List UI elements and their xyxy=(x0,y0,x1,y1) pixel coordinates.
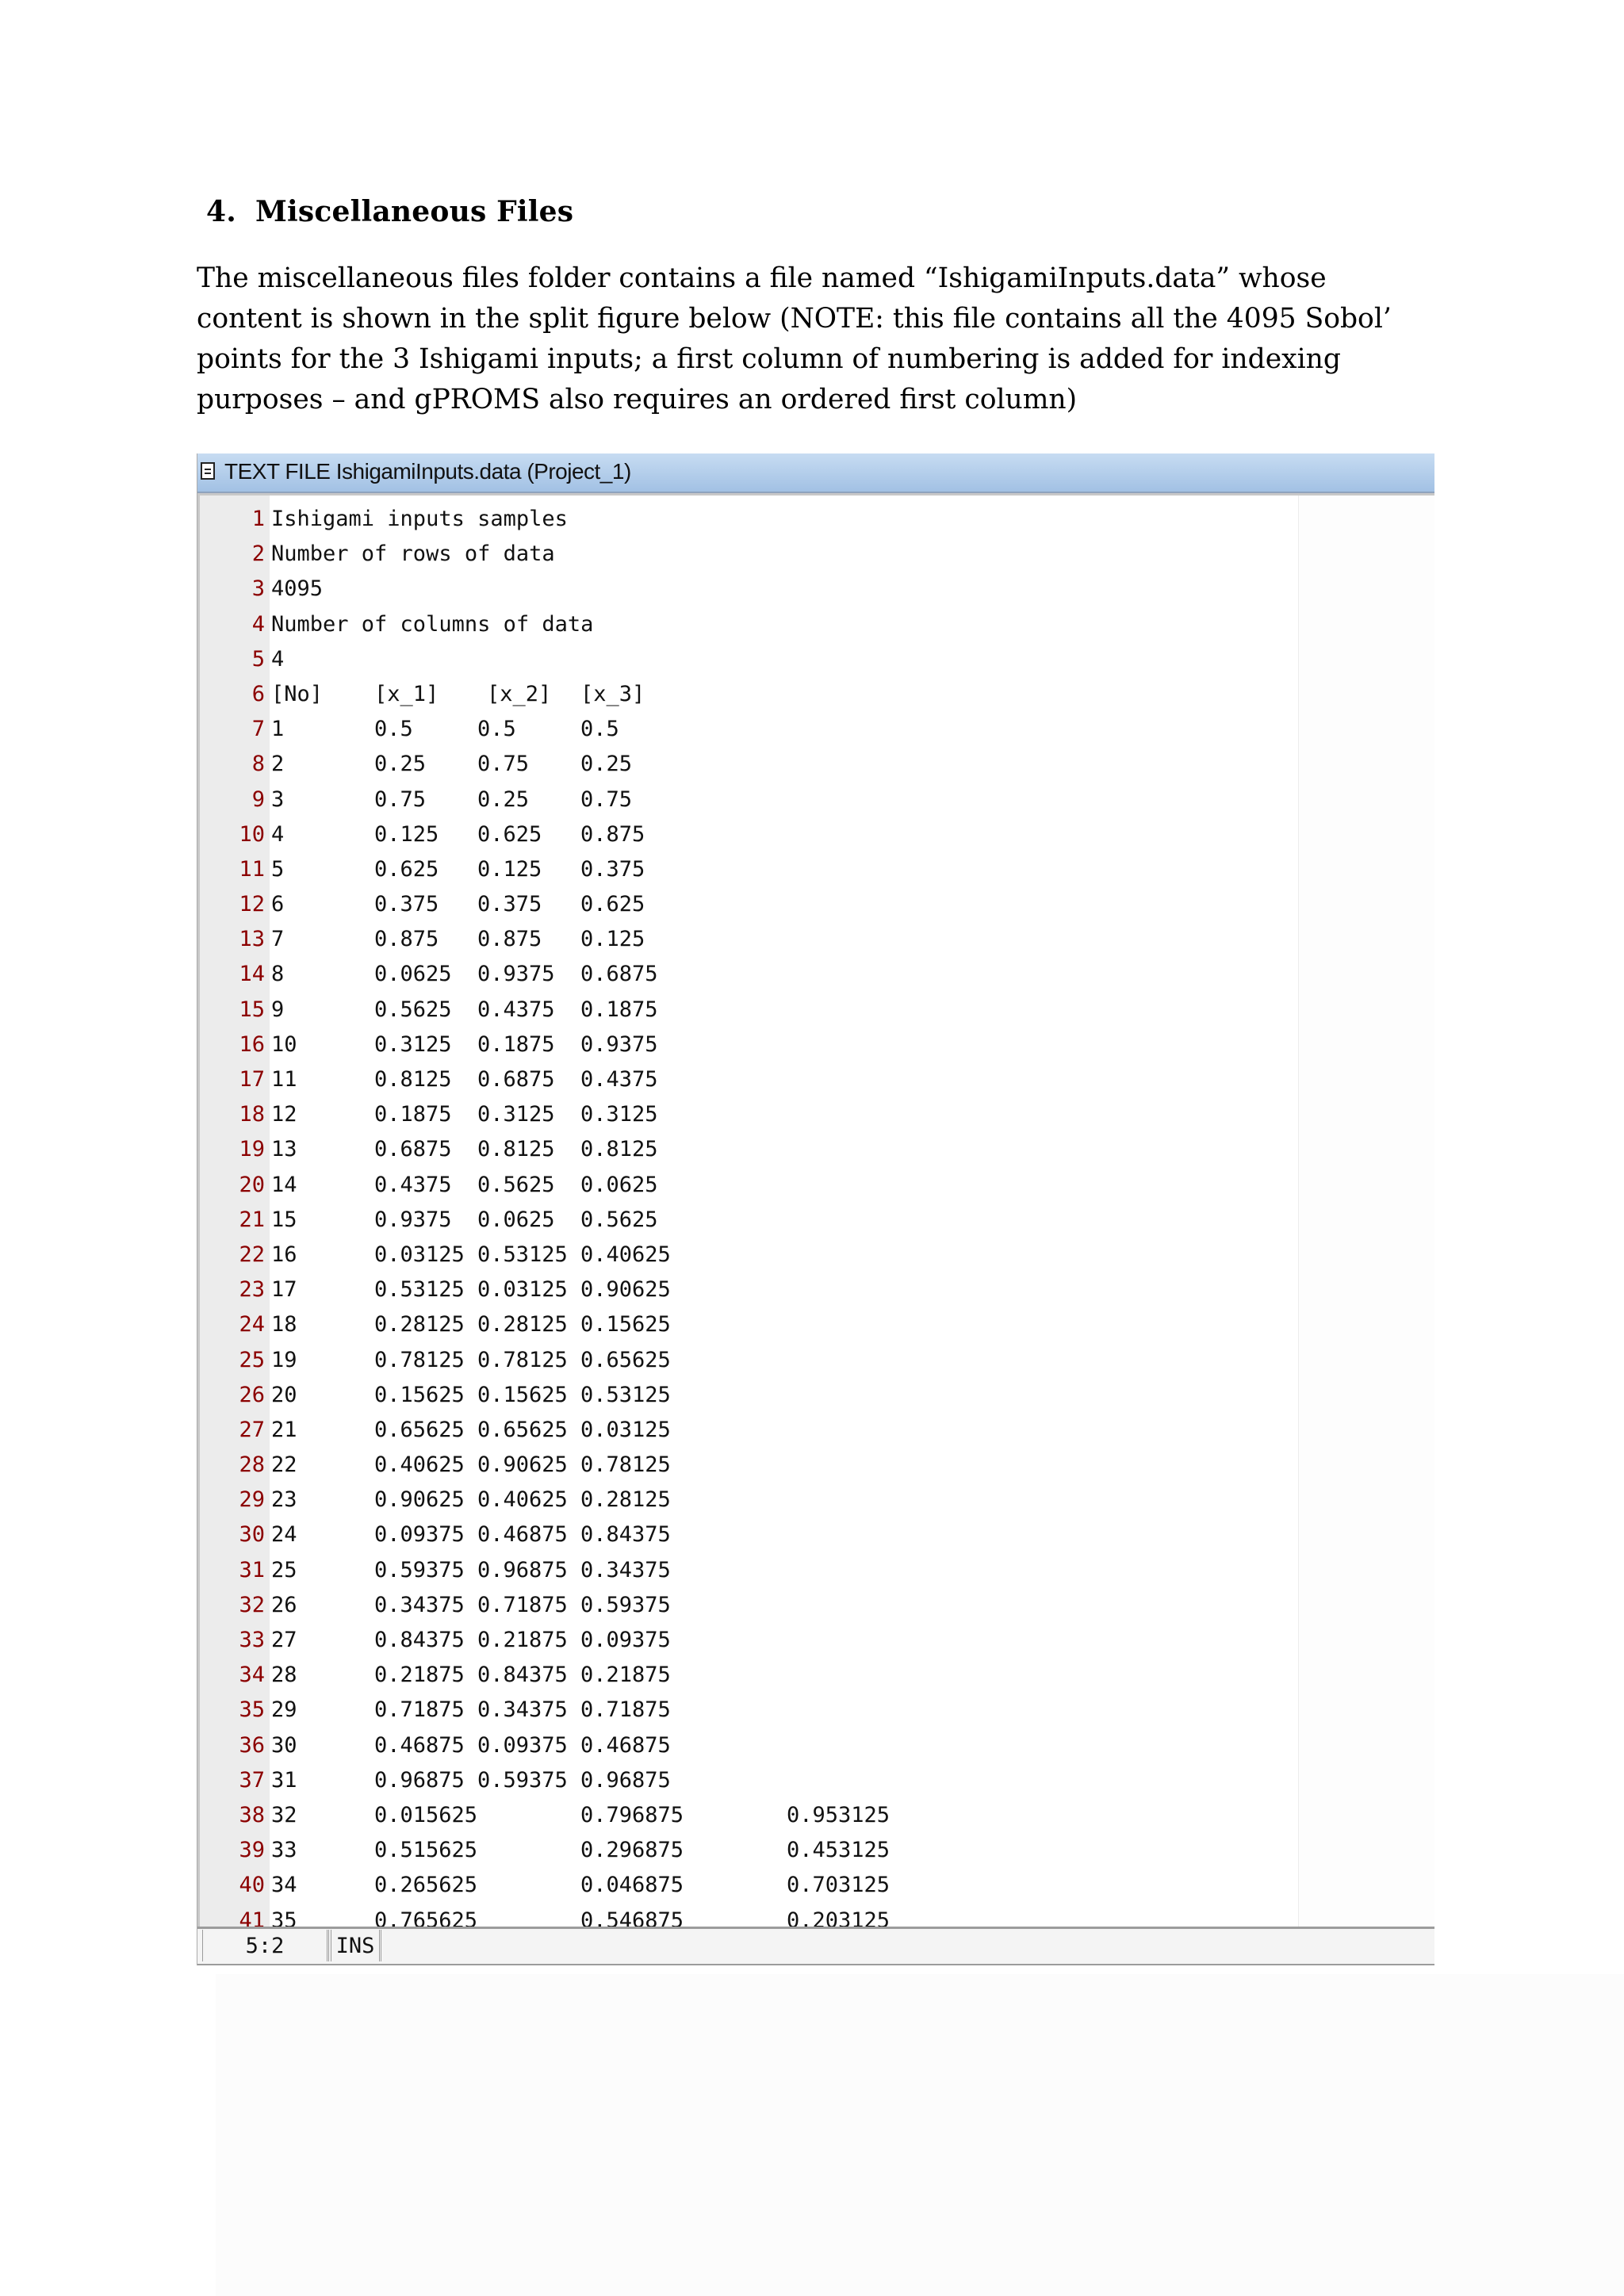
sample-value: 0.0625 xyxy=(477,1207,555,1232)
sample-value: 0.9375 xyxy=(580,1031,658,1057)
sample-value: 0.4375 xyxy=(477,997,555,1022)
sample-value: 0.96875 xyxy=(580,1767,671,1793)
sample-value: 0.125 xyxy=(477,856,542,882)
row-index: 20 xyxy=(271,1382,297,1407)
sample-value: 0.65625 xyxy=(374,1417,465,1442)
sample-value: 0.28125 xyxy=(580,1487,671,1513)
sample-value: 0.28125 xyxy=(374,1312,465,1337)
line-number: 28 xyxy=(239,1452,265,1478)
sample-value: 0.765625 xyxy=(374,1908,478,1927)
sample-value: 0.84375 xyxy=(580,1522,671,1548)
sample-value: 0.5 xyxy=(580,717,619,742)
line-number: 26 xyxy=(239,1382,265,1407)
sample-value: 0.9375 xyxy=(477,962,555,987)
sample-value: 0.625 xyxy=(374,856,439,882)
sample-value: 0.09375 xyxy=(580,1628,671,1652)
sample-value: 0.3125 xyxy=(580,1102,658,1127)
section-paragraph: The miscellaneous files folder contains a file named “IshigamiInputs.data” whose content is shown in the split figure below (NOTE: this file contains all the 4095 Sobol’ points for the 3 Ishigami inputs; a first column of numbering is added for indexing purposes – and gPROMS also requires an ordered first column) xyxy=(197,262,1392,415)
sample-value: 0.25 xyxy=(477,786,530,812)
line-number: 36 xyxy=(239,1732,265,1758)
row-index: 2 xyxy=(271,752,285,777)
line-number: 23 xyxy=(239,1277,265,1303)
line-text: Ishigami inputs samples xyxy=(271,507,568,531)
line-number: 32 xyxy=(239,1592,265,1617)
sample-value: 0.375 xyxy=(580,856,645,882)
line-number: 33 xyxy=(239,1628,265,1652)
sample-value: 0.53125 xyxy=(477,1242,568,1267)
sample-value: 0.71875 xyxy=(580,1697,671,1723)
sample-value: 0.1875 xyxy=(580,997,658,1022)
column-header: [x_2] xyxy=(487,681,552,706)
sample-value: 0.46875 xyxy=(477,1522,568,1548)
sample-value: 0.1875 xyxy=(374,1102,452,1127)
sample-value: 0.453125 xyxy=(787,1838,891,1863)
section-number: 4. xyxy=(206,195,236,228)
sample-value: 0.1875 xyxy=(477,1031,555,1057)
sample-value: 0.96875 xyxy=(477,1557,568,1582)
sample-value: 0.34375 xyxy=(580,1557,671,1582)
sample-value: 0.4375 xyxy=(374,1172,452,1197)
sample-value: 0.15625 xyxy=(580,1312,671,1337)
row-index: 3 xyxy=(271,786,285,812)
sample-value: 0.375 xyxy=(374,892,439,917)
row-index: 28 xyxy=(271,1663,297,1688)
sample-value: 0.21875 xyxy=(374,1663,465,1688)
sample-value: 0.0625 xyxy=(580,1172,658,1197)
line-text: Number of columns of data xyxy=(271,611,594,637)
sample-value: 0.84375 xyxy=(374,1628,465,1652)
window-title: TEXT FILE IshigamiInputs.data (Project_1) xyxy=(224,459,631,484)
sample-value: 0.6875 xyxy=(374,1137,452,1162)
sample-value: 0.71875 xyxy=(374,1697,465,1723)
sample-value: 0.125 xyxy=(580,927,645,952)
line-text: 4 xyxy=(271,646,285,672)
column-header: [No] xyxy=(271,681,324,706)
sample-value: 0.75 xyxy=(477,752,530,777)
row-index: 6 xyxy=(271,892,285,917)
section-heading xyxy=(206,195,573,228)
sample-value: 0.53125 xyxy=(374,1277,465,1303)
line-number: 40 xyxy=(239,1873,265,1898)
sample-value: 0.5 xyxy=(477,717,516,742)
sample-value: 0.046875 xyxy=(580,1873,684,1898)
line-number: 25 xyxy=(239,1347,265,1372)
row-index: 4 xyxy=(271,821,285,847)
sample-value: 0.953125 xyxy=(787,1802,891,1827)
sample-value: 0.53125 xyxy=(580,1382,671,1407)
sample-value: 0.90625 xyxy=(580,1277,671,1303)
sample-value: 0.375 xyxy=(477,892,542,917)
row-index: 27 xyxy=(271,1628,297,1652)
row-index: 25 xyxy=(271,1557,297,1582)
sample-value: 0.96875 xyxy=(374,1767,465,1793)
sample-value: 0.6875 xyxy=(580,962,658,987)
line-number: 13 xyxy=(239,927,265,952)
row-index: 1 xyxy=(271,717,285,742)
sample-value: 0.90625 xyxy=(477,1452,568,1478)
line-number: 14 xyxy=(239,962,265,987)
sample-value: 0.25 xyxy=(374,752,427,777)
row-index: 22 xyxy=(271,1452,297,1478)
sample-value: 0.875 xyxy=(580,821,645,847)
line-number: 29 xyxy=(239,1487,265,1513)
sample-value: 0.015625 xyxy=(374,1802,478,1827)
line-number: 6 xyxy=(251,681,265,706)
sample-value: 0.03125 xyxy=(580,1417,671,1442)
sample-value: 0.9375 xyxy=(374,1207,452,1232)
row-index: 34 xyxy=(271,1873,297,1898)
line-number: 19 xyxy=(239,1137,265,1162)
line-number: 24 xyxy=(239,1312,265,1337)
line-number: 15 xyxy=(239,997,265,1022)
row-index: 15 xyxy=(271,1207,297,1232)
text-file-icon xyxy=(201,462,215,480)
line-number: 38 xyxy=(239,1802,265,1827)
line-number: 2 xyxy=(251,541,265,567)
row-index: 29 xyxy=(271,1697,297,1723)
sample-value: 0.46875 xyxy=(580,1732,671,1758)
sample-value: 0.5625 xyxy=(477,1172,555,1197)
sample-value: 0.21875 xyxy=(580,1663,671,1688)
sample-value: 0.90625 xyxy=(374,1487,465,1513)
cursor-position-indicator: 5:2 xyxy=(202,1930,329,1961)
line-number: 22 xyxy=(239,1242,265,1267)
line-number: 9 xyxy=(251,786,265,812)
sample-value: 0.796875 xyxy=(580,1802,684,1827)
sample-value: 0.8125 xyxy=(374,1067,452,1092)
sample-value: 0.5625 xyxy=(580,1207,658,1232)
row-index: 24 xyxy=(271,1522,297,1548)
row-index: 23 xyxy=(271,1487,297,1513)
line-number: 41 xyxy=(239,1908,265,1927)
sample-value: 0.40625 xyxy=(580,1242,671,1267)
line-number: 31 xyxy=(239,1557,265,1582)
line-number: 35 xyxy=(239,1697,265,1723)
line-number: 8 xyxy=(251,752,265,777)
text-editor[interactable] xyxy=(197,493,1434,1927)
row-index: 32 xyxy=(271,1802,297,1827)
sample-value: 0.28125 xyxy=(477,1312,568,1337)
row-index: 35 xyxy=(271,1908,297,1927)
row-index: 26 xyxy=(271,1592,297,1617)
section-title: Miscellaneous Files xyxy=(255,195,574,228)
row-index: 19 xyxy=(271,1347,297,1372)
row-index: 17 xyxy=(271,1277,297,1303)
row-index: 10 xyxy=(271,1031,297,1057)
line-number: 3 xyxy=(251,576,265,602)
line-number: 1 xyxy=(251,507,265,531)
sample-value: 0.34375 xyxy=(477,1697,568,1723)
line-number: 20 xyxy=(239,1172,265,1197)
sample-value: 0.75 xyxy=(580,786,633,812)
sample-value: 0.625 xyxy=(477,821,542,847)
sample-value: 0.8125 xyxy=(477,1137,555,1162)
row-index: 33 xyxy=(271,1838,297,1863)
insert-mode-indicator[interactable]: INS xyxy=(331,1930,381,1961)
row-index: 8 xyxy=(271,962,285,987)
sample-value: 0.21875 xyxy=(477,1628,568,1652)
sample-value: 0.03125 xyxy=(477,1277,568,1303)
sample-value: 0.09375 xyxy=(374,1522,465,1548)
column-header: [x_1] xyxy=(374,681,439,706)
sample-value: 0.75 xyxy=(374,786,427,812)
sample-value: 0.15625 xyxy=(477,1382,568,1407)
row-index: 14 xyxy=(271,1172,297,1197)
row-index: 9 xyxy=(271,997,285,1022)
line-number: 30 xyxy=(239,1522,265,1548)
sample-value: 0.6875 xyxy=(477,1067,555,1092)
line-number: 27 xyxy=(239,1417,265,1442)
window-titlebar[interactable] xyxy=(197,453,1434,493)
sample-value: 0.40625 xyxy=(477,1487,568,1513)
sample-value: 0.125 xyxy=(374,821,439,847)
sample-value: 0.3125 xyxy=(374,1031,452,1057)
sample-value: 0.78125 xyxy=(580,1452,671,1478)
line-text: Number of rows of data xyxy=(271,541,555,567)
sample-value: 0.03125 xyxy=(374,1242,465,1267)
row-index: 30 xyxy=(271,1732,297,1758)
sample-value: 0.265625 xyxy=(374,1873,478,1898)
sample-value: 0.515625 xyxy=(374,1838,478,1863)
sample-value: 0.4375 xyxy=(580,1067,658,1092)
line-number: 11 xyxy=(239,856,265,882)
sample-value: 0.25 xyxy=(580,752,633,777)
line-number: 7 xyxy=(251,717,265,742)
row-index: 18 xyxy=(271,1312,297,1337)
sample-value: 0.5 xyxy=(374,717,413,742)
sample-value: 0.8125 xyxy=(580,1137,658,1162)
row-index: 12 xyxy=(271,1102,297,1127)
sample-value: 0.34375 xyxy=(374,1592,465,1617)
row-index: 16 xyxy=(271,1242,297,1267)
sample-value: 0.78125 xyxy=(477,1347,568,1372)
status-bar xyxy=(197,1927,1434,1965)
line-number: 34 xyxy=(239,1663,265,1688)
sample-value: 0.59375 xyxy=(580,1592,671,1617)
sample-value: 0.59375 xyxy=(477,1767,568,1793)
sample-value: 0.875 xyxy=(374,927,439,952)
sample-value: 0.09375 xyxy=(477,1732,568,1758)
line-number: 5 xyxy=(251,646,265,672)
sample-value: 0.46875 xyxy=(374,1732,465,1758)
row-index: 31 xyxy=(271,1767,297,1793)
sample-value: 0.5625 xyxy=(374,997,452,1022)
row-index: 13 xyxy=(271,1137,297,1162)
line-number: 39 xyxy=(239,1838,265,1863)
page-shade xyxy=(216,1974,1624,2296)
column-header: [x_3] xyxy=(580,681,645,706)
editor-right-pane xyxy=(1299,496,1434,1927)
row-index: 7 xyxy=(271,927,285,952)
line-number: 10 xyxy=(239,821,265,847)
sample-value: 0.625 xyxy=(580,892,645,917)
sample-value: 0.546875 xyxy=(580,1908,684,1927)
sample-value: 0.40625 xyxy=(374,1452,465,1478)
sample-value: 0.65625 xyxy=(580,1347,671,1372)
sample-value: 0.71875 xyxy=(477,1592,568,1617)
line-number: 12 xyxy=(239,892,265,917)
sample-value: 0.84375 xyxy=(477,1663,568,1688)
row-index: 21 xyxy=(271,1417,297,1442)
line-number: 37 xyxy=(239,1767,265,1793)
sample-value: 0.15625 xyxy=(374,1382,465,1407)
sample-value: 0.65625 xyxy=(477,1417,568,1442)
line-text: 4095 xyxy=(271,576,324,602)
row-index: 11 xyxy=(271,1067,297,1092)
sample-value: 0.875 xyxy=(477,927,542,952)
sample-value: 0.78125 xyxy=(374,1347,465,1372)
text-file-window xyxy=(197,453,1434,1965)
row-index: 5 xyxy=(271,856,285,882)
line-number: 17 xyxy=(239,1067,265,1092)
sample-value: 0.703125 xyxy=(787,1873,891,1898)
sample-value: 0.3125 xyxy=(477,1102,555,1127)
line-number: 16 xyxy=(239,1031,265,1057)
sample-value: 0.203125 xyxy=(787,1908,891,1927)
line-number: 18 xyxy=(239,1102,265,1127)
line-number: 4 xyxy=(251,611,265,637)
line-number: 21 xyxy=(239,1207,265,1232)
sample-value: 0.59375 xyxy=(374,1557,465,1582)
sample-value: 0.0625 xyxy=(374,962,452,987)
sample-value: 0.296875 xyxy=(580,1838,684,1863)
